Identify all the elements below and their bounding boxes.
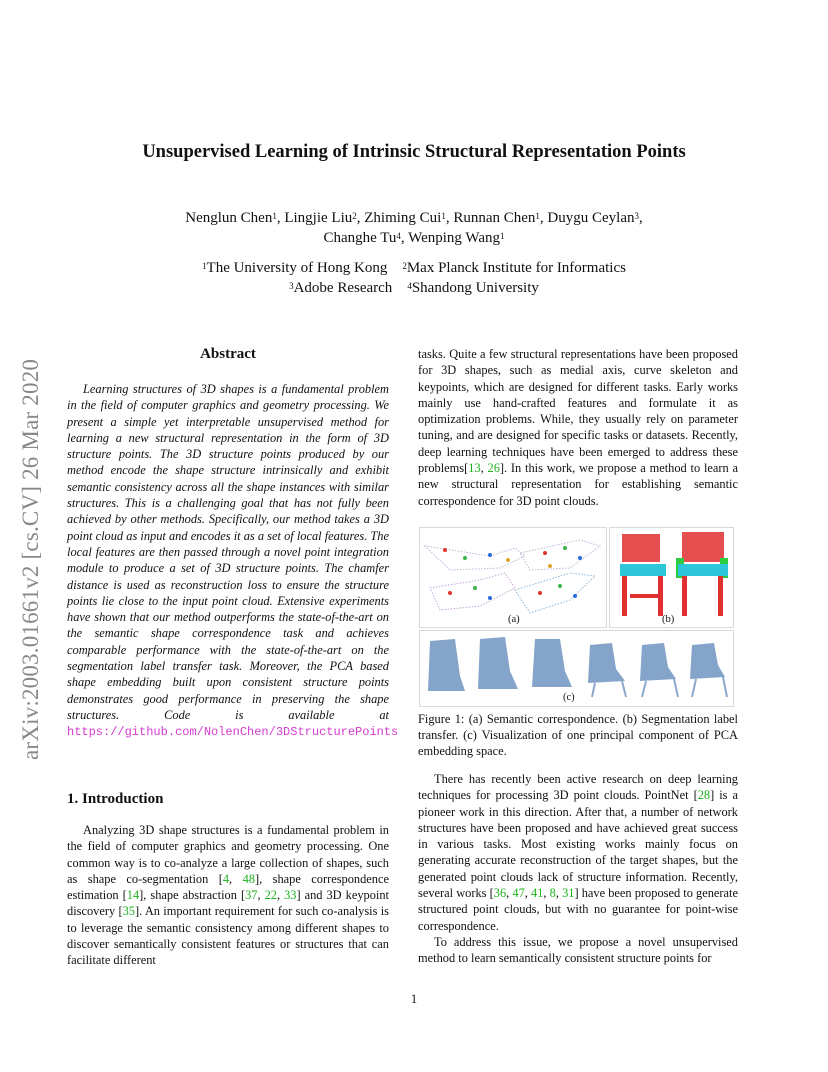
airplane-correspondence-image [420,528,606,627]
citation-link[interactable]: 22 [264,888,277,903]
citation-link[interactable]: 41 [531,886,544,901]
page-number: 1 [410,992,418,1006]
affiliation: $^2$Max Planck Institute for Informatics [402,260,626,276]
author: Runnan Chen$^1$ [453,210,540,226]
right-top-paragraph: tasks. Quite a few structural representations have been proposed for 3D shapes, such as medial axis, curve skeleton and keypoints, which are designed for different tasks. Early works mainly use hand-crafted features and formulate it as optimization problems. While, they usually rely on parameter tuning, and are designed for specific tasks or datasets. Recently, deep learning techniques have been emerged to address these problems[13, 26]. In this work, we propose a method to learn a new structural representation for establishing semantic correspondence for 3D point clouds. [418,347,738,508]
citation-link[interactable]: 28 [697,788,711,803]
figure-label-c: (c) [563,692,575,703]
affiliation: $^4$Shandong University [407,280,539,296]
citation-link[interactable]: 37 [245,888,258,903]
citation-link[interactable]: 35 [122,904,135,919]
affiliation: $^1$The University of Hong Kong [202,260,388,276]
figure-panel-b [609,527,734,628]
author: Zhiming Cui$^1$ [364,210,446,226]
figure-panel-a [419,527,607,628]
figure-label-b: (b) [662,614,675,625]
affiliation: $^3$Adobe Research [289,280,393,296]
citation-link[interactable]: 47 [512,886,525,901]
author-list: Nenglun Chen$^1$, Lingjie Liu$^2$, Zhiming Cui$^1$, Runnan Chen$^1$, Duygu Ceylan$^3$, Changhe Tu$^4$, Wenping Wang$^1$ [185,210,643,246]
author: Nenglun Chen$^1$ [185,210,277,226]
citation-link[interactable]: 8 [549,886,556,901]
author: Lingjie Liu$^2$ [284,210,357,226]
paper-title: Unsupervised Learning of Intrinsic Structural Representation Points [142,142,686,162]
citation-link[interactable]: 33 [284,888,297,903]
figure-label-a: (a) [508,614,520,625]
citation-link[interactable]: 31 [562,886,575,901]
intro-paragraph: Analyzing 3D shape structures is a fundamental problem in the field of computer graphics and geometry processing. One common way is to co-analyze a large collection of shapes, such as shape co-segmentation [4, 48], shape correspondence estimation [14], shape abstraction [37, 22, 33] and 3D keypoint discovery [35]. An important requirement for such co-analysis is to leverage the semantic consistency among different shapes to discover semantically consistent features or structures that can facilitate different [67,823,390,968]
figure-caption: Figure 1: (a) Semantic correspondence. (b) Segmentation label transfer. (c) Visualization of one principal component of PCA embedding space. [418,712,738,758]
author: Changhe Tu$^4$ [323,230,401,246]
citation-link[interactable]: 48 [242,871,255,886]
citation-link[interactable]: 4 [222,871,230,886]
code-link[interactable]: https://github.com/NolenChen/3DStructurePoints [67,725,399,740]
pca-chair-sequence-image [420,631,733,706]
intro-heading: 1. Introduction [67,791,164,807]
citation-link[interactable]: 13 [468,461,481,476]
chair-segmentation-image [610,528,733,627]
figure-panel-c [419,630,734,707]
author: Wenping Wang$^1$ [408,230,505,246]
abstract-body: Learning structures of 3D shapes is a fundamental problem in the field of computer graphics and geometry processing. We present a simple yet interpretable unsupervised method for learning a new structural representation in the form of 3D structure points. The 3D structure points produced by our method encode the shape structure intrinsically and exhibit semantic consistency across all the shape instances with similar structures. This is a challenging goal that has not fully been achieved by other methods. Specifically, our method takes a 3D point cloud as input and encodes it as a set of local features. The local features are then passed through a novel point integration module to produce a set of 3D structure points. The chamfer distance is used as reconstruction loss to ensure the structure points lie close to the input point cloud. Extensive experiments have shown that our method outperforms the state-of-the-art on the semantic shape correspondence task and achieves comparable performance with the state-of-the-art on the segmentation label transfer task. Moreover, the PCA based shape embedding built upon consistent structure points demonstrates good performance in preserving the shape structures. Code is available at https://github.com/NolenChen/3DStructurePoints [67,382,399,740]
citation-link[interactable]: 36 [493,886,507,901]
affiliation-list [100,258,728,298]
author: Duygu Ceylan$^3$ [547,210,639,226]
abstract-heading: Abstract [200,346,256,362]
arxiv-stamp: arXiv:2003.01661v2 [cs.CV] 26 Mar 2020 [18,358,43,760]
right-bottom-paragraphs: There has recently been active research on deep learning techniques for processing 3D point clouds. PointNet [28] is a pioneer work in this direction. After that, a number of network structures have been proposed and have achieved great success in various tasks. Most existing works mainly focus on generating accurate reconstruction of the target shapes, but the generated point clouds lack of structure information. Recently, several works [36, 47, 41, 8, 31] have been proposed to generate structured point clouds, but with no guarantee for point-wise correspondence. To address this issue, we propose a novel unsupervised method to learn semantically consistent structure points for [418,772,739,966]
citation-link[interactable]: 26 [487,461,500,476]
citation-link[interactable]: 14 [126,888,140,903]
